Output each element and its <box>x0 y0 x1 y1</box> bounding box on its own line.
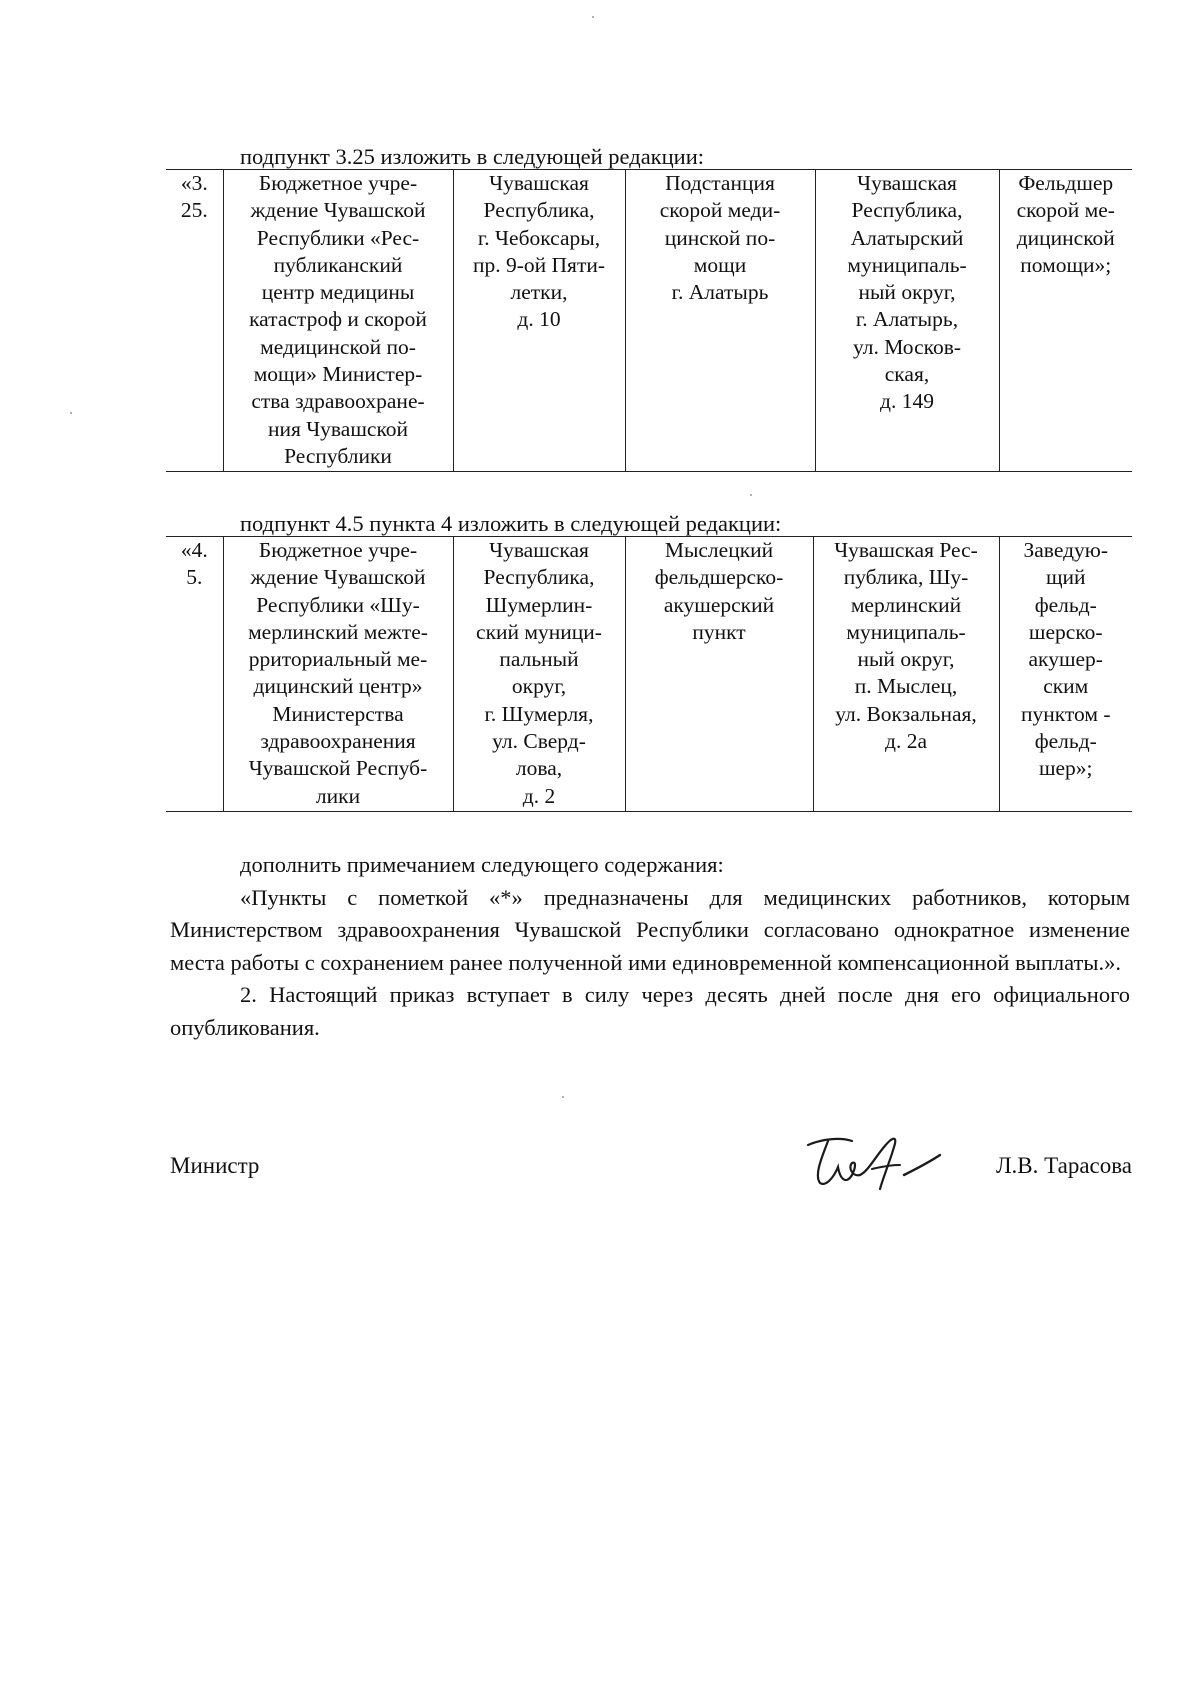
amendment-2-intro: подпункт 4.5 пункта 4 изложить в следующей редакции: <box>240 511 782 536</box>
position-cell: Фельдшер скорой ме- дицинской помощи»; <box>999 170 1132 472</box>
workplace-address-cell: Чувашская Рес- публика, Шу- мерлинский муниципаль- ный округ, п. Мыслец, ул. Вокзальная, д. 2а <box>813 537 999 812</box>
organization-cell: Бюджетное учре- ждение Чувашской Республики «Рес- публиканский центр медицины катастроф и скорой медицинской по- мощи» Министер- ства здравоохране- ния Чувашской Республики <box>223 170 453 472</box>
scan-speck <box>592 16 594 18</box>
signatory-title: Министр <box>170 1153 260 1178</box>
organization-address-cell: Чувашская Республика, г. Чебоксары, пр. 9-ой Пяти- летки, д. 10 <box>453 170 625 472</box>
clause-2-text: 2. Настоящий приказ вступает в силу через десять дней после дня его официального опубликования. <box>170 982 1130 1040</box>
subdivision-cell: Мыслецкий фельдшерско- акушерский пункт <box>625 537 813 812</box>
table-row <box>166 537 1132 812</box>
item-number-cell: «4. 5. <box>180 538 208 590</box>
position-cell: Заведую- щий фельд- шерско- акушер- ским пунктом - фельд- шер»; <box>999 537 1132 812</box>
subdivision-cell: Подстанция скорой меди- цинской по- мощи г. Алатырь <box>625 170 815 472</box>
organization-address-cell: Чувашская Республика, Шумерлин- ский муници- пальный округ, г. Шумерля, ул. Сверд- лова, д. 2 <box>453 537 625 812</box>
organization-cell: Бюджетное учре- ждение Чувашской Республики «Шу- мерлинский межте- рриториальный ме- дицинский центр» Министерства здравоохранения Чувашской Респуб- лики <box>223 537 453 812</box>
scan-speck <box>750 494 752 496</box>
note-intro: дополнить примечанием следующего содержания: <box>240 852 724 877</box>
amendment-2-table <box>166 536 1132 812</box>
scan-speck <box>562 1096 564 1098</box>
note-block <box>170 849 1130 1044</box>
signatory-name: Л.В. Тарасова <box>995 1153 1132 1178</box>
scan-speck <box>70 412 72 414</box>
table-row <box>166 170 1132 472</box>
item-number-cell: «3. 25. <box>180 171 208 223</box>
signature-block <box>170 1145 1132 1195</box>
amendment-1-table <box>166 169 1132 472</box>
amendment-1-intro: подпункт 3.25 изложить в следующей редакции: <box>240 144 704 169</box>
note-text: «Пункты с пометкой «*» предназначены для медицинских работников, которым Министерством здравоохранения Чувашской Республики согласовано однократное изменение места работы с сохранением ранее полученной ими единовременной компенсационной выплаты.». <box>170 884 1130 975</box>
handwritten-signature <box>800 1127 950 1197</box>
workplace-address-cell: Чувашская Республика, Алатырский муниципаль- ный округ, г. Алатырь, ул. Москов- ская, д. 149 <box>815 170 999 472</box>
